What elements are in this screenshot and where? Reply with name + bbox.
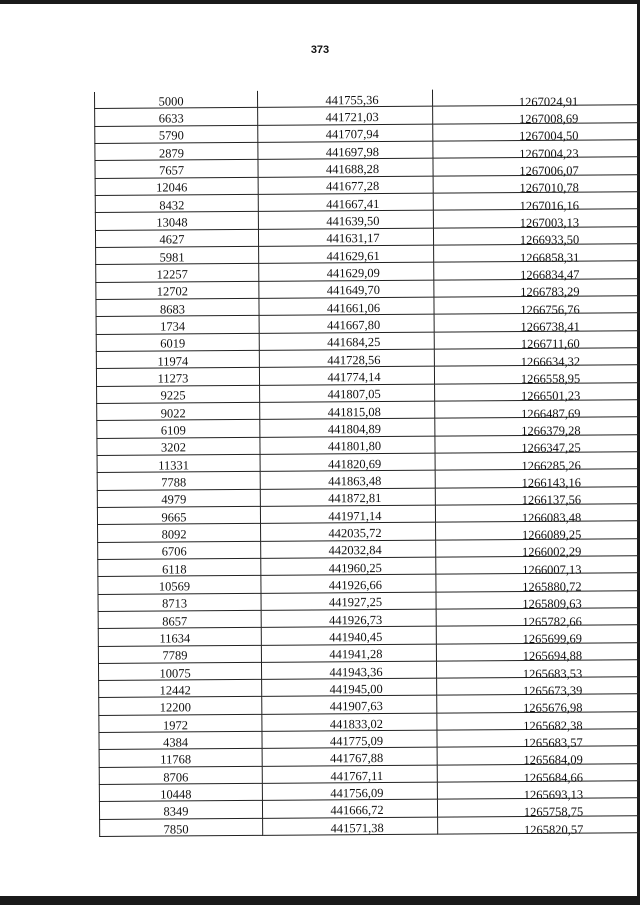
point-number-cell <box>99 731 262 749</box>
point-number-value: 1972 <box>162 718 188 733</box>
point-number-value: 8349 <box>163 804 189 819</box>
point-number-value: 6633 <box>158 111 184 126</box>
x-coordinate-cell <box>258 193 433 212</box>
x-coordinate-value: 441945,00 <box>329 681 383 697</box>
y-coordinate-value: 1265684,09 <box>523 752 583 768</box>
x-coordinate-cell <box>260 505 435 524</box>
point-number-cell <box>98 576 261 594</box>
point-number-value: 4627 <box>159 232 185 247</box>
y-coordinate-value: 1266347,25 <box>521 441 581 456</box>
coordinates-table-body <box>94 88 640 836</box>
y-coordinate-value: 1266379,28 <box>521 423 581 439</box>
x-coordinate-cell <box>260 401 435 420</box>
x-coordinate-value: 441815,08 <box>327 404 381 420</box>
y-coordinate-value: 1266558,95 <box>520 371 581 387</box>
x-coordinate-cell <box>260 470 435 489</box>
point-number-cell <box>96 298 259 316</box>
point-number-cell <box>99 714 262 732</box>
table-row <box>94 88 640 109</box>
y-coordinate-value: 1266783,29 <box>520 285 580 300</box>
point-number-value: 10075 <box>159 665 191 681</box>
point-number-cell <box>99 680 262 698</box>
point-number-cell <box>99 783 262 801</box>
x-coordinate-cell <box>262 678 437 697</box>
x-coordinate-cell <box>259 314 434 333</box>
point-number-value: 12200 <box>159 700 191 715</box>
x-coordinate-cell <box>258 228 433 247</box>
x-coordinate-cell <box>258 176 433 195</box>
point-number-value: 5981 <box>159 250 185 265</box>
point-number-value: 8706 <box>163 769 189 785</box>
x-coordinate-value: 441571,38 <box>330 820 384 835</box>
x-coordinate-cell <box>259 297 434 316</box>
point-number-value: 9022 <box>160 406 186 421</box>
x-coordinate-value: 442032,84 <box>328 543 382 558</box>
y-coordinate-value: 1266089,25 <box>521 527 582 543</box>
y-coordinate-value: 1265676,98 <box>523 700 583 716</box>
coordinates-table <box>94 88 640 837</box>
point-number-cell <box>96 281 259 299</box>
point-number-value: 11768 <box>160 752 192 767</box>
y-coordinate-value: 1265782,66 <box>522 614 582 629</box>
x-coordinate-value: 441667,41 <box>326 196 380 212</box>
y-coordinate-value: 1266007,13 <box>522 562 582 577</box>
point-number-cell <box>96 333 259 351</box>
x-coordinate-value: 441649,70 <box>326 283 381 298</box>
point-number-cell <box>98 610 261 628</box>
y-coordinate-value: 1266756,76 <box>520 302 580 317</box>
point-number-value: 10448 <box>160 787 192 802</box>
point-number-cell <box>99 697 262 715</box>
x-coordinate-value: 441629,61 <box>326 248 380 264</box>
x-coordinate-value: 441820,69 <box>327 456 382 472</box>
point-number-value: 6118 <box>162 562 187 577</box>
x-coordinate-value: 441774,14 <box>327 370 381 385</box>
point-number-value: 6019 <box>160 336 186 351</box>
y-coordinate-value: 1266137,56 <box>521 492 582 508</box>
x-coordinate-value: 441684,25 <box>327 335 381 350</box>
y-coordinate-value: 1267016,16 <box>519 198 580 213</box>
y-coordinate-value: 1266738,41 <box>520 319 580 335</box>
y-coordinate-value: 1265683,53 <box>522 666 583 681</box>
point-number-cell <box>98 524 261 542</box>
point-number-cell <box>96 316 259 334</box>
point-number-value: 7657 <box>159 163 185 178</box>
x-coordinate-cell <box>263 817 438 836</box>
point-number-cell <box>96 264 259 282</box>
x-coordinate-cell <box>262 713 437 732</box>
y-coordinate-value: 1265683,57 <box>523 735 583 750</box>
y-coordinate-value: 1267004,50 <box>519 129 579 144</box>
x-coordinate-value: 441697,98 <box>325 144 380 160</box>
x-coordinate-value: 441661,06 <box>326 300 381 316</box>
y-coordinate-value: 1265682,38 <box>523 718 583 733</box>
x-coordinate-value: 441707,94 <box>325 127 379 142</box>
point-number-value: 4979 <box>161 492 187 507</box>
point-number-cell <box>97 506 260 524</box>
x-coordinate-cell <box>259 349 434 368</box>
y-coordinate-value: 1266143,16 <box>521 475 581 491</box>
point-number-cell <box>97 420 260 438</box>
point-number-value: 4384 <box>162 735 189 750</box>
y-coordinate-value: 1266501,23 <box>520 389 581 404</box>
x-coordinate-value: 441728,56 <box>327 352 381 368</box>
x-coordinate-value: 441940,45 <box>329 630 383 645</box>
point-number-value: 5000 <box>158 94 184 109</box>
point-number-cell <box>96 350 259 368</box>
y-coordinate-value: 1265820,57 <box>523 822 584 837</box>
x-coordinate-cell <box>260 488 435 507</box>
point-number-value: 11974 <box>157 354 189 369</box>
y-coordinate-value: 1266933,50 <box>519 233 580 248</box>
x-coordinate-cell <box>259 262 434 281</box>
x-coordinate-cell <box>258 124 433 143</box>
x-coordinate-cell <box>257 90 432 108</box>
y-coordinate-value: 1266487,69 <box>521 406 581 421</box>
x-coordinate-cell <box>258 210 433 229</box>
point-number-value: 9665 <box>161 510 187 525</box>
x-coordinate-value: 441756,09 <box>330 785 384 801</box>
x-coordinate-value: 441677,28 <box>326 179 380 194</box>
x-coordinate-value: 441927,25 <box>328 595 383 610</box>
x-coordinate-value: 441801,80 <box>327 439 382 454</box>
point-number-cell <box>97 489 260 507</box>
point-number-cell <box>98 558 261 576</box>
y-coordinate-value: 1267006,07 <box>519 163 579 179</box>
x-coordinate-value: 441926,66 <box>328 578 383 593</box>
x-coordinate-value: 441631,17 <box>326 231 380 246</box>
x-coordinate-cell <box>259 332 434 351</box>
x-coordinate-cell <box>259 366 434 385</box>
point-number-value: 13048 <box>156 215 188 230</box>
y-coordinate-value: 1265880,72 <box>522 579 582 595</box>
point-number-cell <box>99 749 262 767</box>
y-coordinate-value: 1267003,13 <box>519 215 580 231</box>
point-number-cell <box>97 437 260 455</box>
point-number-value: 8432 <box>159 198 185 213</box>
point-number-cell <box>95 229 258 247</box>
x-coordinate-cell <box>258 158 433 177</box>
y-coordinate-cell <box>432 88 640 109</box>
point-number-value: 11331 <box>158 458 190 473</box>
x-coordinate-value: 441907,63 <box>329 699 383 714</box>
x-coordinate-cell <box>261 661 436 680</box>
page-number: 373 <box>310 44 330 56</box>
point-number-cell <box>98 593 261 611</box>
y-coordinate-value: 1265694,88 <box>522 648 583 664</box>
x-coordinate-value: 441804,89 <box>327 422 381 437</box>
point-number-value: 6706 <box>161 544 187 559</box>
coordinates-table-container <box>94 88 602 837</box>
x-coordinate-cell <box>262 782 437 801</box>
point-number-cell <box>97 402 260 420</box>
point-number-cell <box>95 160 258 178</box>
x-coordinate-cell <box>260 436 435 455</box>
x-coordinate-cell <box>262 748 437 767</box>
x-coordinate-value: 441629,09 <box>326 266 380 281</box>
point-number-cell <box>98 628 261 646</box>
x-coordinate-value: 441941,28 <box>329 647 383 662</box>
y-coordinate-value: 1266834,47 <box>520 267 580 283</box>
point-number-value: 8657 <box>162 614 188 629</box>
point-number-cell <box>98 541 261 559</box>
x-coordinate-value: 441767,88 <box>330 751 384 766</box>
point-number-cell <box>97 472 260 490</box>
y-coordinate-value: 1267004,23 <box>519 146 579 161</box>
point-number-value: 7789 <box>162 648 188 663</box>
y-coordinate-value: 1265699,69 <box>522 631 583 647</box>
x-coordinate-value: 442035,72 <box>328 526 382 541</box>
point-number-value: 12702 <box>156 284 189 300</box>
point-number-cell <box>96 246 259 264</box>
point-number-value: 3202 <box>160 440 187 455</box>
point-number-value: 7850 <box>163 821 189 837</box>
x-coordinate-cell <box>260 418 435 437</box>
y-coordinate-value: 1266002,29 <box>521 544 582 560</box>
x-coordinate-value: 441926,73 <box>329 612 383 628</box>
point-number-cell <box>99 766 262 784</box>
y-coordinate-value: 1266711,60 <box>520 337 580 352</box>
y-coordinate-value: 1266634,32 <box>520 354 581 369</box>
x-coordinate-value: 441775,09 <box>329 733 384 749</box>
x-coordinate-cell <box>262 765 437 784</box>
x-coordinate-value: 441872,81 <box>328 491 382 506</box>
x-coordinate-cell <box>262 800 437 819</box>
x-coordinate-value: 441688,28 <box>325 162 380 177</box>
y-coordinate-value: 1265673,39 <box>522 683 583 699</box>
y-coordinate-value: 1266083,48 <box>521 510 582 525</box>
x-coordinate-cell <box>261 644 436 663</box>
y-coordinate-value: 1265684,66 <box>523 770 584 785</box>
point-number-cell <box>98 645 261 663</box>
point-number-cell <box>95 108 258 126</box>
x-coordinate-value: 441667,80 <box>327 318 381 333</box>
x-coordinate-value: 441833,02 <box>329 716 384 732</box>
x-coordinate-value: 441863,48 <box>328 474 382 489</box>
y-coordinate-value: 1265693,13 <box>523 787 584 802</box>
table-row <box>95 192 640 213</box>
y-coordinate-value: 1265809,63 <box>522 596 582 612</box>
x-coordinate-value: 441767,11 <box>330 768 384 783</box>
x-coordinate-cell <box>262 696 437 715</box>
point-number-value: 5790 <box>158 128 184 144</box>
x-coordinate-cell <box>261 540 436 559</box>
y-coordinate-value: 1267008,69 <box>518 111 579 127</box>
scan-border-bottom <box>0 896 640 905</box>
table-row <box>96 244 640 265</box>
point-number-cell <box>94 91 257 109</box>
point-number-cell <box>99 801 262 819</box>
point-number-value: 8092 <box>161 527 187 542</box>
point-number-value: 8683 <box>159 302 186 317</box>
x-coordinate-value: 441639,50 <box>326 214 380 229</box>
point-number-value: 12046 <box>155 180 188 196</box>
y-coordinate-value: 1266285,26 <box>521 458 581 473</box>
point-number-value: 9225 <box>160 388 186 403</box>
table-row <box>95 140 640 161</box>
point-number-cell <box>95 177 258 195</box>
y-coordinate-value: 1265758,75 <box>523 804 584 820</box>
x-coordinate-cell <box>261 592 436 611</box>
x-coordinate-value: 441755,36 <box>325 92 379 108</box>
point-number-value: 11634 <box>159 631 191 646</box>
point-number-value: 1734 <box>160 319 186 334</box>
x-coordinate-value: 441666,72 <box>330 803 384 818</box>
point-number-cell <box>95 142 258 160</box>
x-coordinate-cell <box>258 141 433 160</box>
point-number-cell <box>95 194 258 212</box>
point-number-value: 12257 <box>156 267 188 282</box>
point-number-value: 7788 <box>161 475 187 490</box>
y-coordinate-value: 1267024,91 <box>518 94 579 109</box>
point-number-cell <box>97 454 260 472</box>
x-coordinate-cell <box>261 574 436 593</box>
x-coordinate-cell <box>261 557 436 576</box>
x-coordinate-value: 441971,14 <box>328 508 382 524</box>
point-number-value: 10569 <box>158 579 191 594</box>
y-coordinate-value: 1266858,31 <box>519 250 580 265</box>
point-number-cell <box>98 662 261 680</box>
y-coordinate-value: 1267010,78 <box>519 181 579 196</box>
point-number-value: 12442 <box>159 683 191 698</box>
x-coordinate-cell <box>260 453 435 472</box>
x-coordinate-cell <box>260 384 435 403</box>
point-number-cell <box>97 385 260 403</box>
point-number-value: 2879 <box>158 146 184 161</box>
x-coordinate-cell <box>258 106 433 125</box>
point-number-value: 6109 <box>160 423 186 438</box>
scan-border-top <box>0 0 640 4</box>
point-number-cell <box>95 125 258 143</box>
point-number-cell <box>96 368 259 386</box>
point-number-cell <box>100 818 263 836</box>
x-coordinate-cell <box>261 609 436 628</box>
x-coordinate-value: 441807,05 <box>327 387 381 402</box>
x-coordinate-value: 441943,36 <box>329 664 383 680</box>
point-number-value: 8713 <box>162 596 188 611</box>
x-coordinate-cell <box>259 280 434 299</box>
x-coordinate-value: 441721,03 <box>325 110 379 125</box>
x-coordinate-cell <box>261 522 436 541</box>
x-coordinate-cell <box>259 245 434 264</box>
point-number-cell <box>95 212 258 230</box>
x-coordinate-cell <box>261 626 436 645</box>
x-coordinate-value: 441960,25 <box>328 560 382 576</box>
x-coordinate-cell <box>262 730 437 749</box>
point-number-value: 11273 <box>157 371 189 386</box>
